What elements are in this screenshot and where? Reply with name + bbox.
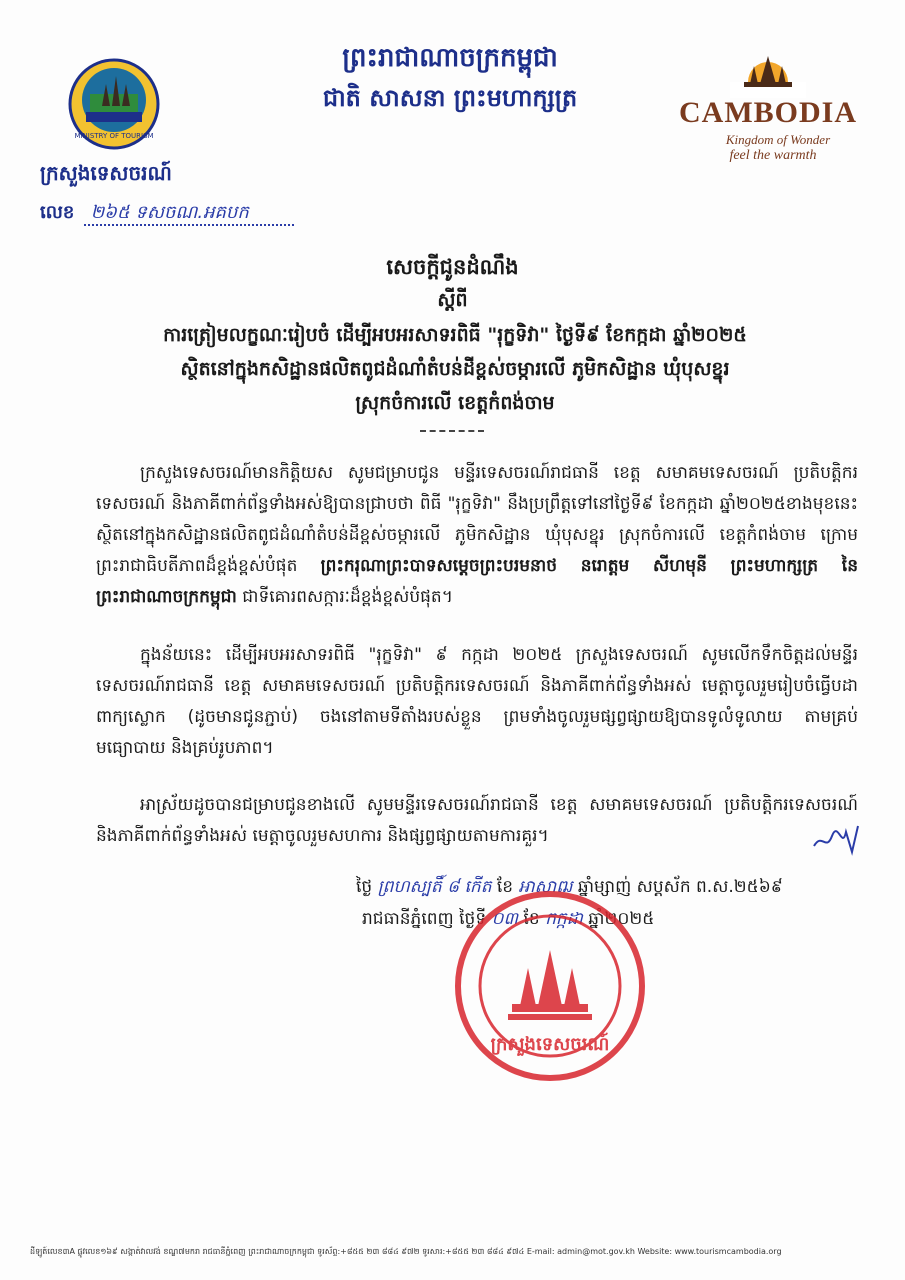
solar-month-handwritten: កក្កដា	[545, 909, 583, 929]
official-seal-icon	[452, 888, 648, 1084]
reference-label: លេខ	[40, 202, 75, 223]
ministry-of-tourism-logo-icon	[68, 58, 160, 150]
kingdom-heading	[240, 38, 660, 118]
paragraph-3	[96, 790, 858, 852]
solar-date-place: រាជធានីភ្នំពេញ ថ្ងៃទី	[362, 909, 487, 929]
ministry-name: ក្រសួងទេសចរណ៍	[40, 161, 172, 185]
solar-month-label: ខែ	[523, 909, 540, 929]
seal-text: ក្រសួងទេសចរណ៍	[490, 1034, 610, 1055]
subject	[80, 318, 830, 420]
lunar-date-prefix: ថ្ងៃ	[356, 877, 373, 897]
logo-text: MINISTRY OF TOURISM	[74, 132, 154, 140]
lunar-day-handwritten: ព្រហស្បតិ៍ ៨ កើត	[377, 877, 492, 897]
paragraph-2	[96, 640, 858, 764]
brand-word: CAMBODIA	[679, 96, 857, 129]
paragraph-1-royal-title: ព្រះករុណាព្រះបាទសម្តេចព្រះបរមនាថ នរោត្តម សីហមុនី ព្រះមហាក្សត្រ នៃព្រះរាជាណាចក្រកម្ពុជា	[96, 556, 858, 607]
lunar-month-label: ខែ	[496, 877, 514, 897]
brand-tagline: Kingdom of Wonder	[725, 132, 831, 147]
reference-underline	[84, 224, 294, 226]
subject-line: ការត្រៀមលក្ខណៈរៀបចំ ដើម្បីអបអរសាទរពិធី "រុក្ខទិវា" ថ្ងៃទី៩ ខែកក្កដា ឆ្នាំ២០២៥	[163, 324, 747, 346]
paragraph-1-end: ជាទីគោរពសក្ការៈដ៏ខ្ពង់ខ្ពស់បំផុត។	[236, 587, 453, 607]
solar-year: ឆ្នាំ២០២៥	[588, 909, 655, 929]
subject-line: ស្ថិតនៅក្នុងកសិដ្ឋានផលិតពូជដំណាំតំបន់ដីខ្ពស់ចម្ការលើ ភូមិកសិដ្ឋាន ឃុំបុសខ្នុរ	[180, 358, 730, 380]
lunar-month-handwritten: អាសាឍ	[518, 877, 573, 897]
footer-contact: ដីឡូត៍លេខ៣A ផ្លូវលេខ១៦៩ សង្កាត់វាលវង់ ខណ្ឌ៧មករា រាជធានីភ្នំពេញ ព្រះរាជាណាចក្រកម្ពុជា ទូរស័ព្ទ:+៨៥៥ ២៣ ៨៨៤ ៩៧២ ទូរសារ:+៨៥៥ ២៣ ៨៨៤ ៩៧៤ E-mail: admin@mot.gov.kh Website: www.tourismcambodia.org	[30, 1247, 782, 1256]
cambodia-brand-logo	[668, 52, 868, 167]
paragraph-1	[96, 458, 858, 613]
paragraph-3-text: អាស្រ័យដូចបានជម្រាបជូនខាងលើ សូមមន្ទីរទេសចរណ៍រាជធានី ខេត្ត សមាគមទេសចរណ៍ ប្រតិបត្តិករទេសចរណ៍ និងភាគីពាក់ព័ន្ធទាំងអស់ មេត្តាចូលរួមសហការ និងផ្សព្វផ្សាយតាមការគួរ។	[96, 795, 858, 846]
document-type: សេចក្តីជូនដំណឹង	[386, 255, 519, 279]
kingdom-name: ព្រះរាជាណាចក្រកម្ពុជា	[342, 43, 558, 73]
lunar-year: ឆ្នាំម្សាញ់ សប្តស័ក ព.ស.២៥៦៩	[577, 877, 783, 897]
section-divider	[420, 430, 484, 432]
solar-day-handwritten: ០៣	[491, 909, 519, 929]
document-about: ស្តីពី	[437, 289, 468, 311]
paragraph-2-text: ក្នុងន័យនេះ ដើម្បីអបអរសាទរពិធី "រុក្ខទិវា" ៩ កក្កដា ២០២៥ ក្រសួងទេសចរណ៍ សូមលើកទឹកចិត្តដល់មន្ទីរទេសចរណ៍រាជធានី ខេត្ត សមាគមទេសចរណ៍ ប្រតិបត្តិករទេសចរណ៍ និងភាគីពាក់ព័ន្ធទាំងអស់ មេត្តាចូលរួមរៀបចំធ្វើបដាពាក្យស្លោក (ដូចមានជូនភ្ជាប់) ចងនៅតាមទីតាំងរបស់ខ្លួន ព្រមទាំងចូលរួមផ្សព្វផ្សាយឱ្យបានទូលំទូលាយ តាមគ្រប់មធ្យោបាយ និងគ្រប់រូបភាព។	[96, 645, 858, 758]
national-motto: ជាតិ សាសនា ព្រះមហាក្សត្រ	[322, 84, 578, 112]
reference-value: ២៦៥ ទសចណ.អគបក	[90, 202, 249, 223]
brand-slogan: feel the warmth	[729, 148, 817, 163]
initials-signature-icon	[812, 822, 862, 858]
angkor-sunset-icon	[730, 52, 806, 98]
subject-line: ស្រុកចំការលើ ខេត្តកំពង់ចាម	[355, 392, 555, 414]
reference-number	[40, 200, 249, 227]
paragraph-1-text: ក្រសួងទេសចរណ៍មានកិត្តិយស សូមជម្រាបជូន មន្ទីរទេសចរណ៍រាជធានី ខេត្ត សមាគមទេសចរណ៍ ប្រតិបត្តិករទេសចរណ៍ និងភាគីពាក់ព័ន្ធទាំងអស់ឱ្យបានជ្រាបថា ពិធី "រុក្ខទិវា" នឹងប្រព្រឹត្តទៅនៅថ្ងៃទី៩ ខែកក្កដា ឆ្នាំ២០២៥ខាងមុខនេះ ស្ថិតនៅក្នុងកសិដ្ឋានផលិតពូជដំណាំតំបន់ដីខ្ពស់ចម្ការលើ ភូមិកសិដ្ឋាន ឃុំបុសខ្នុរ ស្រុកចំការលើ ខេត្តកំពង់ចាម ក្រោមព្រះរាជាធិបតីភាពដ៏ខ្ពង់ខ្ពស់បំផុត	[96, 463, 858, 576]
